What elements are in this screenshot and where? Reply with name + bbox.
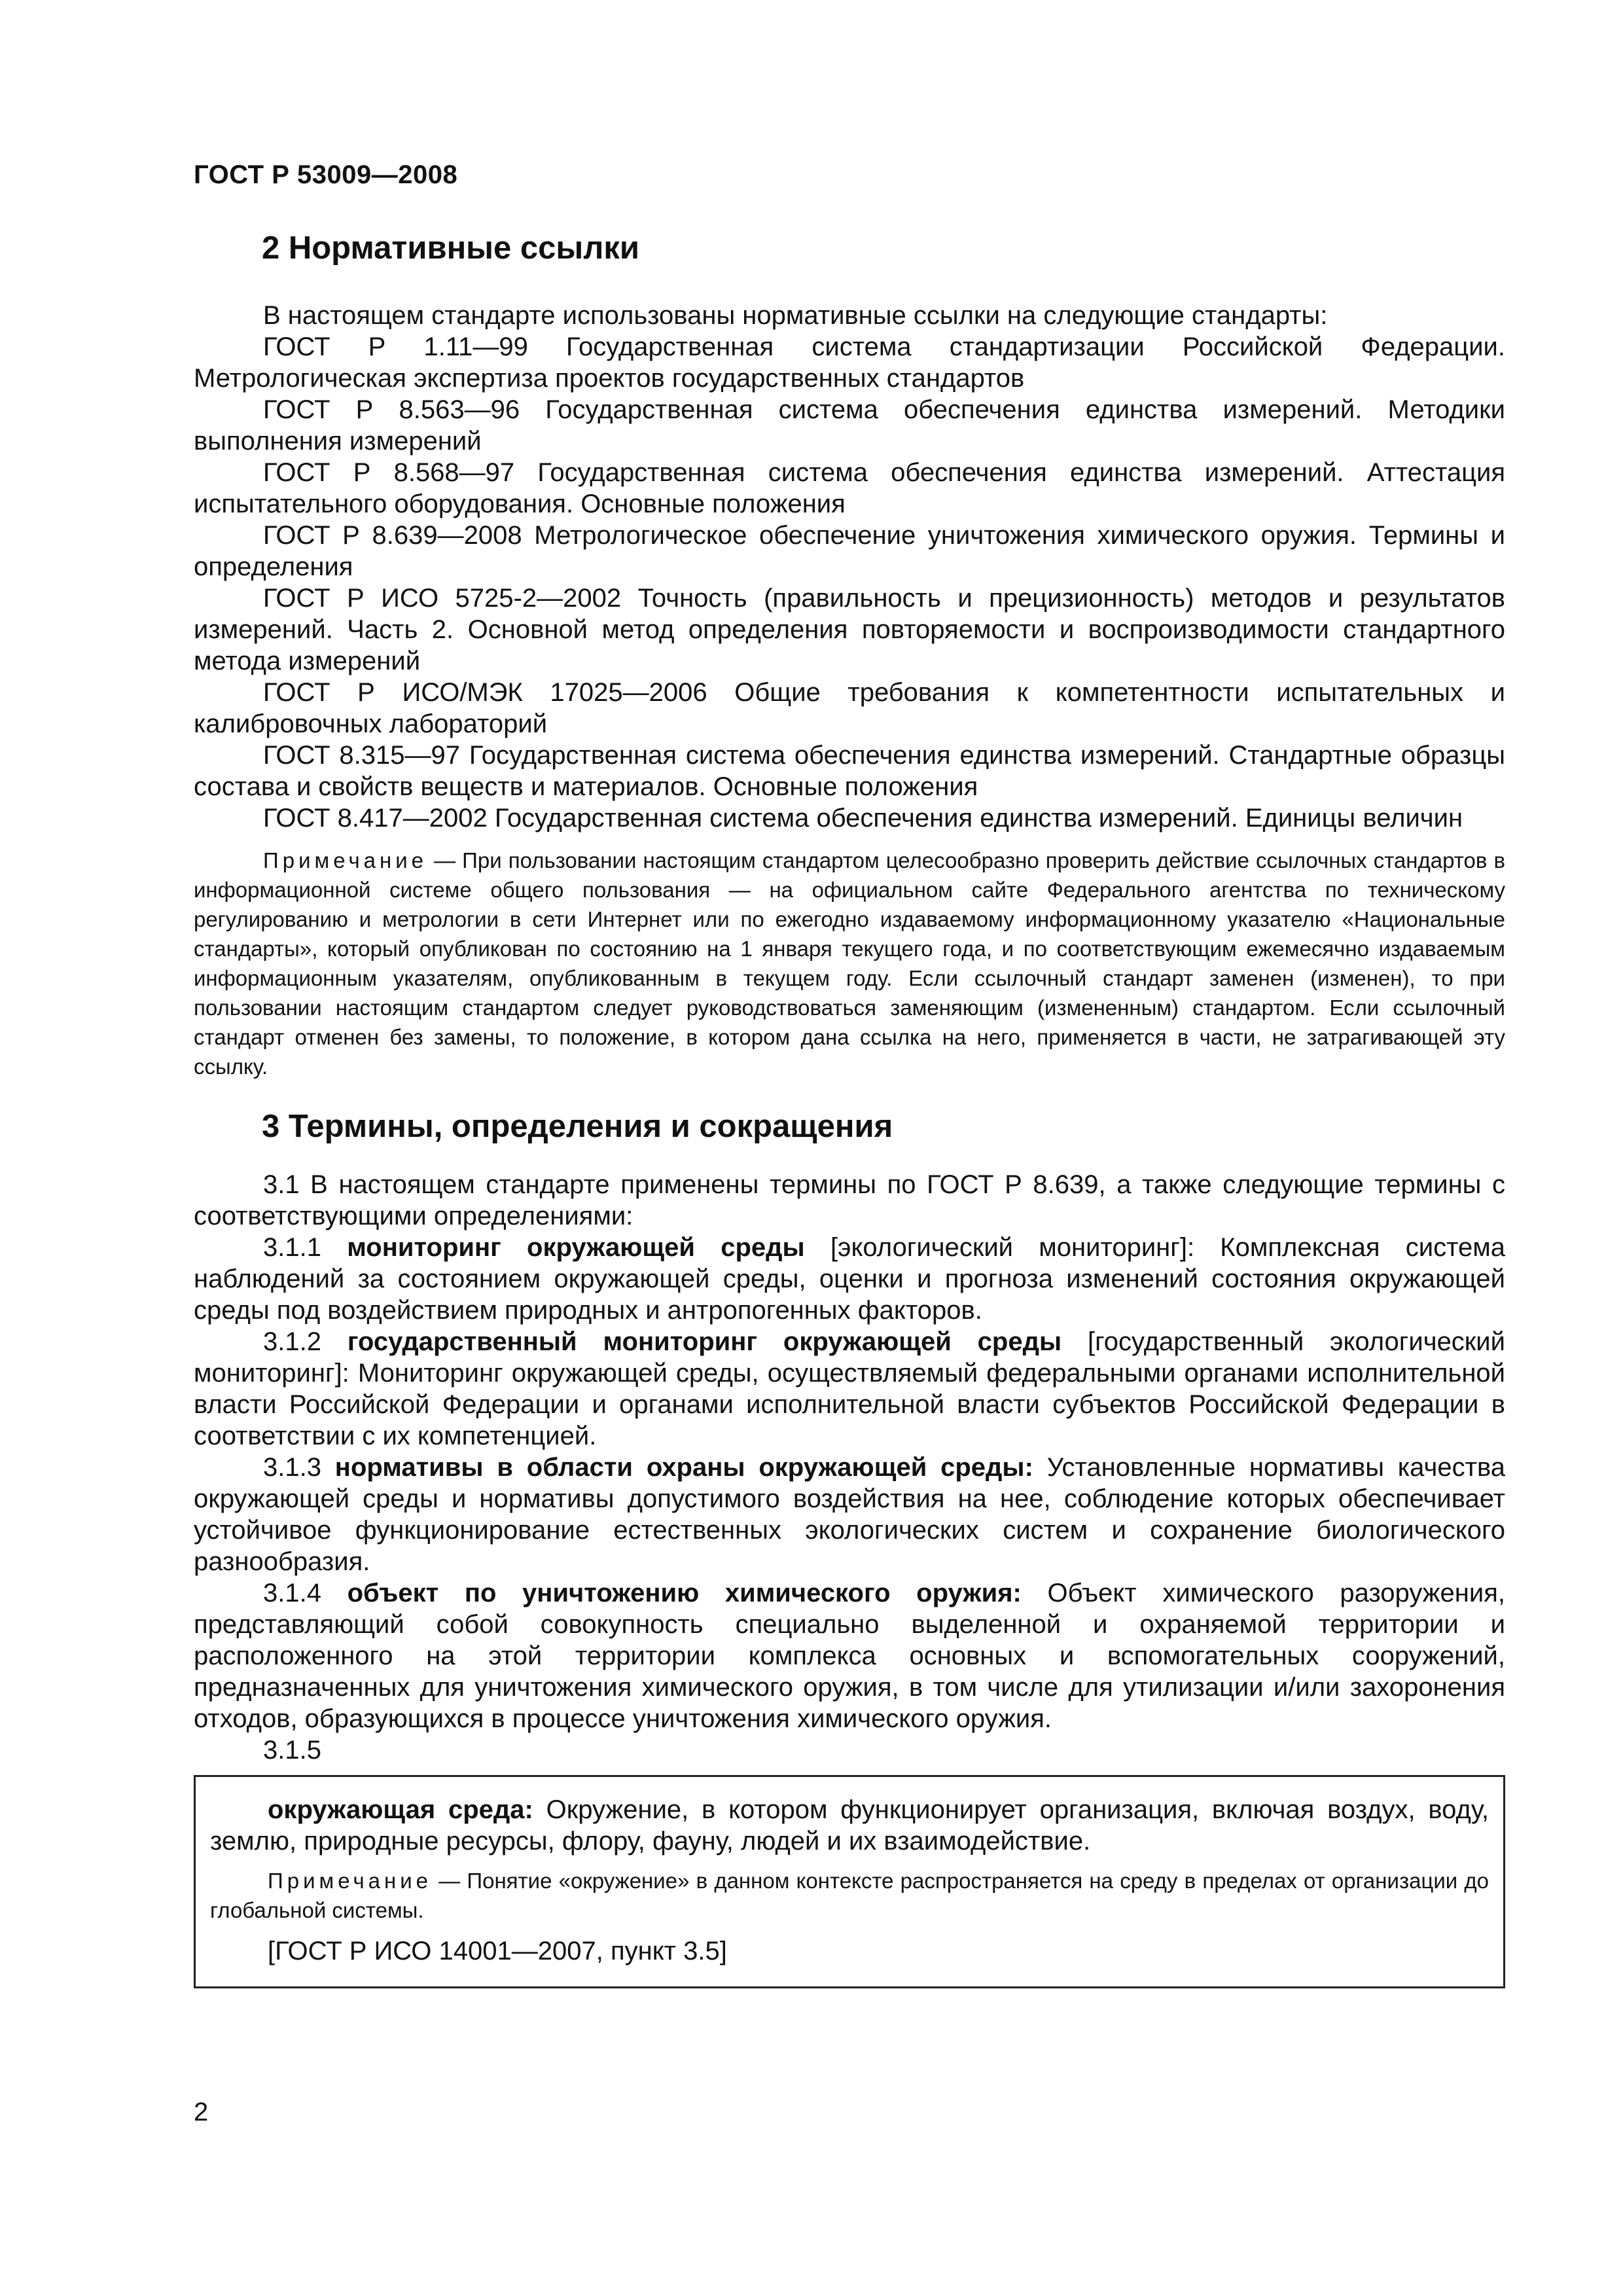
reference-item: ГОСТ Р 8.639—2008 Метрологическое обеспечение уничтожения химического оружия. Термины и определения [194, 521, 1505, 581]
term-definition: [государственный экологический мониторинг]: Мониторинг окружающей среды, осуществляемый федеральными органами исполнительной власти Российской Федерации и органами исполнительной власти субъектов Российской Федерации в соответствии с их компетенцией. [194, 1327, 1505, 1450]
document-code-header: ГОСТ Р 53009—2008 [194, 160, 458, 189]
note-text: — При пользовании настоящим стандартом целесообразно проверить действие ссылочных стандартов в информационной системе общего пользования — на официальном сайте Федерального агентства по техническому регулированию и метрологии в сети Интернет или по ежегодно издаваемому информационному указателю «Национальные стандарты», который опубликован по состоянию на 1 января текущего года, и по соответствующим ежемесячно издаваемым информационным указателям, опубликованным в текущем году. Если ссылочный стандарт заменен (изменен), то при пользовании настоящим стандартом следует руководствоваться заменяющим (измененным) стандартом. Если ссылочный стандарт отменен без замены, то положение, в котором дана ссылка на него, применяется в части, не затрагивающей эту ссылку. [194, 848, 1505, 1079]
term-entry [194, 1326, 1505, 1452]
boxed-term-entry [210, 1794, 1489, 1857]
term-entry [194, 1577, 1505, 1734]
reference-item: ГОСТ 8.417—2002 Государственная система обеспечения единства измерений. Единицы величин [263, 804, 1463, 833]
term-number: 3.1.3 [263, 1453, 335, 1482]
reference-item: ГОСТ Р 1.11—99 Государственная система стандартизации Российской Федерации. Метрологическая экспертиза проектов государственных стандартов [194, 332, 1505, 393]
reference-item: ГОСТ Р ИСО/МЭК 17025—2006 Общие требования к компетентности испытательных и калибровочных лабораторий [194, 678, 1505, 738]
boxed-note [210, 1866, 1489, 1925]
section-3-heading: 3 Термины, определения и сокращения [262, 1109, 893, 1144]
normative-references [194, 300, 1505, 834]
source-reference: [ГОСТ Р ИСО 14001—2007, пункт 3.5] [268, 1937, 727, 1965]
term-name: государственный мониторинг окружающей среды [347, 1327, 1062, 1356]
term-entry [194, 1232, 1505, 1326]
term-entry [194, 1452, 1505, 1577]
terms-definitions [194, 1169, 1505, 1766]
term-definition: Объект химического разоружения, представляющий собой совокупность специально выделенной и охраняемой территории и расположенного на этой территории комплекса основных и вспомогательных сооружений, предназначенных для уничтожения химического оружия, в том числе для утилизации и/или захоронения отходов, образующихся в процессе уничтожения химического оружия. [194, 1579, 1505, 1733]
section-2-heading: 2 Нормативные ссылки [262, 230, 639, 266]
reference-item: ГОСТ Р ИСО 5725-2—2002 Точность (правильность и прецизионность) методов и результатов измерений. Часть 2. Основной метод определения повторяемости и воспроизводимости стандартного метода измерений [194, 584, 1505, 675]
term-definition: Установленные нормативы качества окружающей среды и нормативы допустимого воздействия на нее, соблюдение которых обеспечивает устойчивое функционирование естественных экологических систем и сохранение биологического разнообразия. [194, 1453, 1506, 1576]
term-number-5: 3.1.5 [263, 1736, 321, 1765]
reference-item: ГОСТ Р 8.568—97 Государственная система обеспечения единства измерений. Аттестация испытательного оборудования. Основные положения [194, 458, 1505, 518]
reference-item: ГОСТ Р 8.563—96 Государственная система обеспечения единства измерений. Методики выполнения измерений [194, 395, 1505, 456]
note-text: — Понятие «окружение» в данном контексте распространяется на среду в пределах от организации до глобальной системы. [210, 1869, 1489, 1922]
references-note [194, 846, 1505, 1081]
term-name: объект по уничтожению химического оружия: [347, 1579, 1022, 1607]
boxed-definition [194, 1775, 1505, 1988]
term-name: мониторинг окружающей среды [347, 1233, 805, 1262]
term-number: 3.1.2 [263, 1327, 348, 1356]
reference-item: ГОСТ 8.315—97 Государственная система обеспечения единства измерений. Стандартные образцы состава и свойств веществ и материалов. Основные положения [194, 741, 1505, 801]
term-definition: Окружение, в котором функционирует организация, включая воздух, воду, землю, природные ресурсы, флору, фауну, людей и их взаимодействие. [210, 1795, 1489, 1856]
page-content [194, 223, 1505, 1988]
term-definition: [экологический мониторинг]: Комплексная система наблюдений за состоянием окружающей среды, оценки и прогноза изменений состояния окружающей среды под воздействием природных и антропогенных факторов. [194, 1233, 1505, 1325]
term-name: окружающая среда: [268, 1795, 533, 1824]
note-label: Примечание [268, 1869, 433, 1893]
page-number: 2 [194, 2098, 209, 2126]
note-label: Примечание [263, 848, 428, 872]
terms-intro: 3.1 В настоящем стандарте применены термины по ГОСТ Р 8.639, а также следующие термины с соответствующими определениями: [194, 1170, 1505, 1230]
term-number: 3.1.1 [263, 1233, 348, 1262]
references-intro: В настоящем стандарте использованы нормативные ссылки на следующие стандарты: [263, 301, 1328, 330]
term-name: нормативы в области охраны окружающей среды: [334, 1453, 1033, 1482]
term-number: 3.1.4 [263, 1579, 348, 1607]
